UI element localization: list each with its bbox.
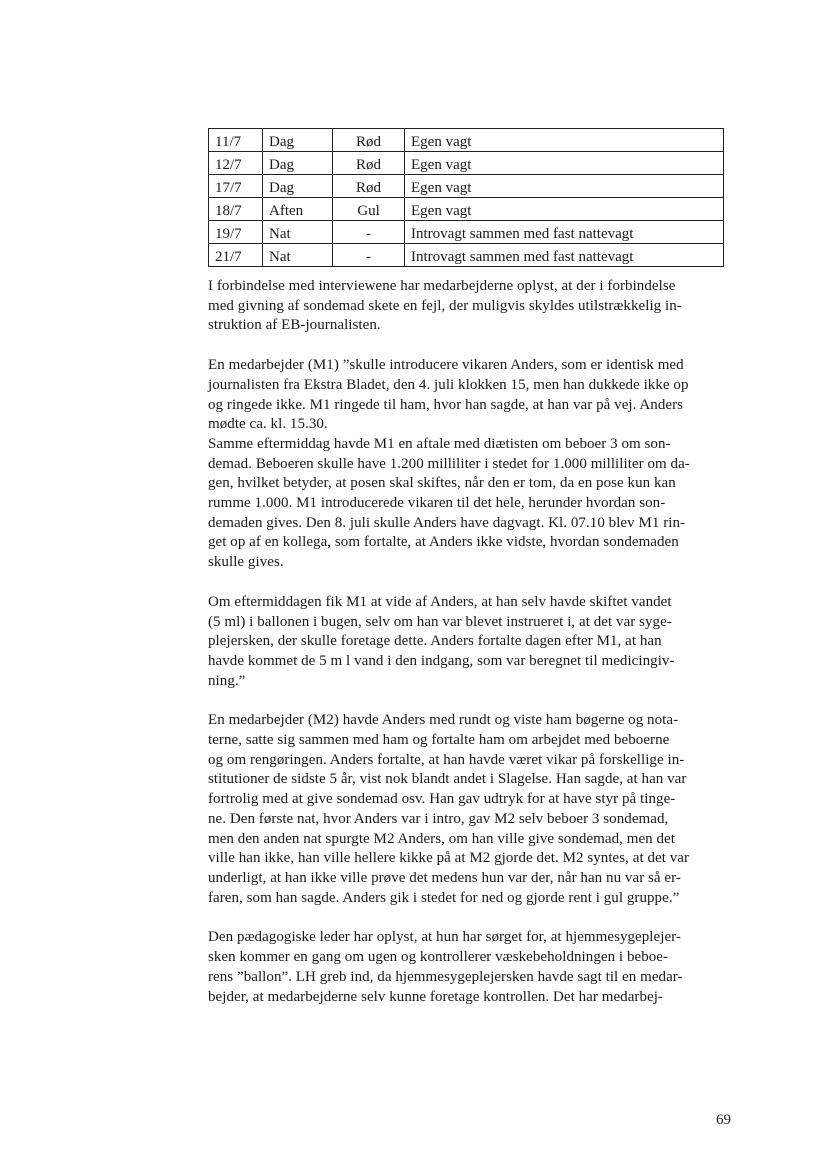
page-number: 69 [716, 1112, 731, 1128]
shift-cell: Nat [263, 221, 333, 244]
text-line: gen, hvilket betyder, at posen skal skiftes, når den er tom, da en pose kun kan [208, 475, 676, 492]
date-cell: 19/7 [209, 221, 263, 244]
body-text [208, 277, 728, 1007]
group-cell: Rød [333, 129, 405, 152]
paragraph [208, 593, 728, 692]
text-line: En medarbejder (M1) ”skulle introducere vikaren Anders, som er identisk med [208, 357, 684, 374]
text-line: stitutioner de sidste 5 år, vist nok blandt andet i Slagelse. Han sagde, at han var [208, 771, 687, 788]
group-cell: Rød [333, 152, 405, 175]
text-line: underligt, at han ikke ville prøve det medens hun var der, når han nu var så er- [208, 869, 681, 886]
text-line: faren, som han sagde. Anders gik i stedet for ned og gjorde rent i gul gruppe.” [208, 889, 680, 906]
shift-cell: Dag [263, 152, 333, 175]
group-cell: Gul [333, 198, 405, 221]
date-cell: 21/7 [209, 244, 263, 267]
date-cell: 18/7 [209, 198, 263, 221]
text-line: get op af en kollega, som fortalte, at Anders ikke vidste, hvordan sondemaden [208, 534, 679, 551]
text-line: I forbindelse med interviewene har medarbejderne oplyst, at der i forbindelse [208, 278, 676, 294]
text-line: Om eftermiddagen fik M1 at vide af Anders, at han selv havde skiftet vandet [208, 593, 672, 610]
table-row [209, 152, 724, 175]
text-line: demad. Beboeren skulle have 1.200 milliliter i stedet for 1.000 milliliter om da- [208, 455, 690, 472]
text-line: ning.” [208, 672, 246, 689]
group-cell: - [333, 221, 405, 244]
group-cell: Rød [333, 175, 405, 198]
table-row [209, 129, 724, 152]
text-line: med givning af sondemad skete en fejl, der muligvis skyldes utilstrækkelig in- [208, 297, 682, 314]
table-row [209, 198, 724, 221]
text-line: havde kommet de 5 m l vand i den indgang, som var beregnet til medicingiv- [208, 652, 675, 669]
group-cell: - [333, 244, 405, 267]
table-row [209, 221, 724, 244]
shift-table [208, 128, 724, 267]
text-line: og om rengøringen. Anders fortalte, at han havde været vikar på forskellige in- [208, 751, 685, 768]
note-cell: Egen vagt [405, 198, 724, 221]
text-line: (5 ml) i ballonen i bugen, selv om han var blevet instrueret i, at det var syge- [208, 613, 672, 630]
paragraph [208, 277, 728, 336]
text-line: men den anden nat spurgte M2 Anders, om han ville give sondemad, men det [208, 830, 675, 847]
text-line: Samme eftermiddag havde M1 en aftale med diætisten om beboer 3 om son- [208, 435, 671, 452]
text-line: mødte ca. kl. 15.30. [208, 416, 328, 433]
text-line: ne. Den første nat, hvor Anders var i intro, gav M2 selv beboer 3 sondemad, [208, 810, 669, 827]
date-cell: 12/7 [209, 152, 263, 175]
text-line: sken kommer en gang om ugen og kontrollerer væskebeholdningen i beboe- [208, 949, 669, 966]
paragraph [208, 928, 728, 1007]
shift-cell: Dag [263, 175, 333, 198]
note-cell: Egen vagt [405, 152, 724, 175]
text-line: demaden gives. Den 8. juli skulle Anders have dagvagt. Kl. 07.10 blev M1 rin- [208, 514, 686, 531]
shift-cell: Aften [263, 198, 333, 221]
table-row [209, 175, 724, 198]
text-line: og ringede ikke. M1 ringede til ham, hvor han sagde, at han var på vej. Anders [208, 396, 684, 413]
paragraph [208, 711, 728, 908]
date-cell: 11/7 [209, 129, 263, 152]
text-line: plejersken, der skulle foretage dette. Anders fortalte dagen efter M1, at han [208, 633, 662, 650]
text-line: struktion af EB-journalisten. [208, 317, 381, 334]
text-line: Den pædagogiske leder har oplyst, at hun har sørget for, at hjemmesygeplejer- [208, 929, 681, 946]
note-cell: Introvagt sammen med fast nattevagt [405, 221, 724, 244]
paragraph [208, 356, 728, 573]
text-line: rens ”ballon”. LH greb ind, da hjemmesygeplejersken havde sagt til en medar- [208, 968, 683, 985]
text-line: bejder, at medarbejderne selv kunne foretage kontrollen. Det har medarbej- [208, 988, 663, 1005]
note-cell: Egen vagt [405, 175, 724, 198]
note-cell: Egen vagt [405, 129, 724, 152]
shift-cell: Nat [263, 244, 333, 267]
table-row [209, 244, 724, 267]
text-line: terne, satte sig sammen med ham og fortalte ham om arbejdet med beboerne [208, 732, 670, 749]
text-line: skulle gives. [208, 554, 284, 571]
text-line: fortrolig med at give sondemad osv. Han gav udtryk for at have styr på tinge- [208, 791, 676, 808]
text-line: ville han ikke, han ville hellere kikke på at M2 gjorde det. M2 syntes, at det var [208, 850, 690, 867]
shift-cell: Dag [263, 129, 333, 152]
text-line: rumme 1.000. M1 introducerede vikaren til det hele, herunder hvordan son- [208, 495, 666, 512]
text-line: journalisten fra Ekstra Bladet, den 4. juli klokken 15, men han dukkede ikke op [208, 376, 689, 393]
note-cell: Introvagt sammen med fast nattevagt [405, 244, 724, 267]
text-line: En medarbejder (M2) havde Anders med rundt og viste ham bøgerne og nota- [208, 712, 679, 729]
date-cell: 17/7 [209, 175, 263, 198]
